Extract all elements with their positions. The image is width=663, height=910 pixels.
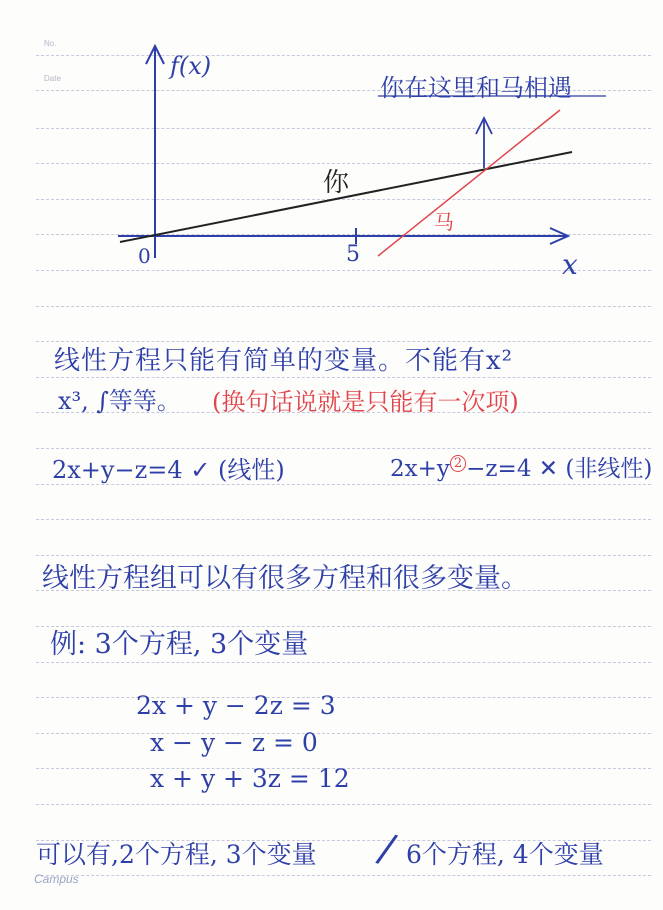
separator-slash: / — [373, 825, 401, 873]
system-equation-3: x + y + 3z = 12 — [150, 764, 350, 793]
note-line-1: 线性方程只能有简单的变量。不能有x² — [54, 346, 514, 376]
system-equation-1: 2x + y − 2z = 3 — [136, 691, 336, 720]
header-no-label: No. — [44, 39, 57, 48]
line-horse-label: 马 — [434, 210, 454, 234]
nonlinear-equation-rest: −z=4 ✕ (非线性) — [466, 456, 653, 482]
system-note: 线性方程组可以有很多方程和很多变量。 — [42, 563, 528, 594]
system-equation-2: x − y − z = 0 — [150, 728, 318, 757]
line-horse — [378, 110, 560, 256]
meeting-annotation: 你在这里和马相遇 — [380, 74, 572, 102]
nonlinear-equation — [390, 450, 652, 483]
linear-equation: 2x+y−z=4 ✓ (线性) — [52, 456, 285, 484]
bottom-note-left: 可以有,2个方程, 3个变量 — [36, 840, 317, 869]
note-line-2-red: (换句话说就是只能有一次项) — [212, 388, 519, 416]
line-you-label: 你 — [323, 168, 350, 198]
tick-label-5: 5 — [346, 242, 360, 267]
example-title: 例: 3个方程, 3个变量 — [50, 629, 309, 660]
nonlinear-equation-base: 2x+y — [390, 456, 450, 482]
y-axis-label: f(x) — [170, 52, 212, 80]
origin-label: 0 — [138, 244, 151, 268]
x-axis-label: x — [562, 248, 578, 281]
nonlinear-exponent: 2 — [450, 455, 466, 472]
bottom-note-right: 6个方程, 4个变量 — [406, 840, 604, 869]
header-date-label: Date — [44, 74, 61, 83]
notebook-brand: Campus — [34, 872, 79, 886]
note-line-2: x³, ∫等等。 — [58, 387, 181, 415]
